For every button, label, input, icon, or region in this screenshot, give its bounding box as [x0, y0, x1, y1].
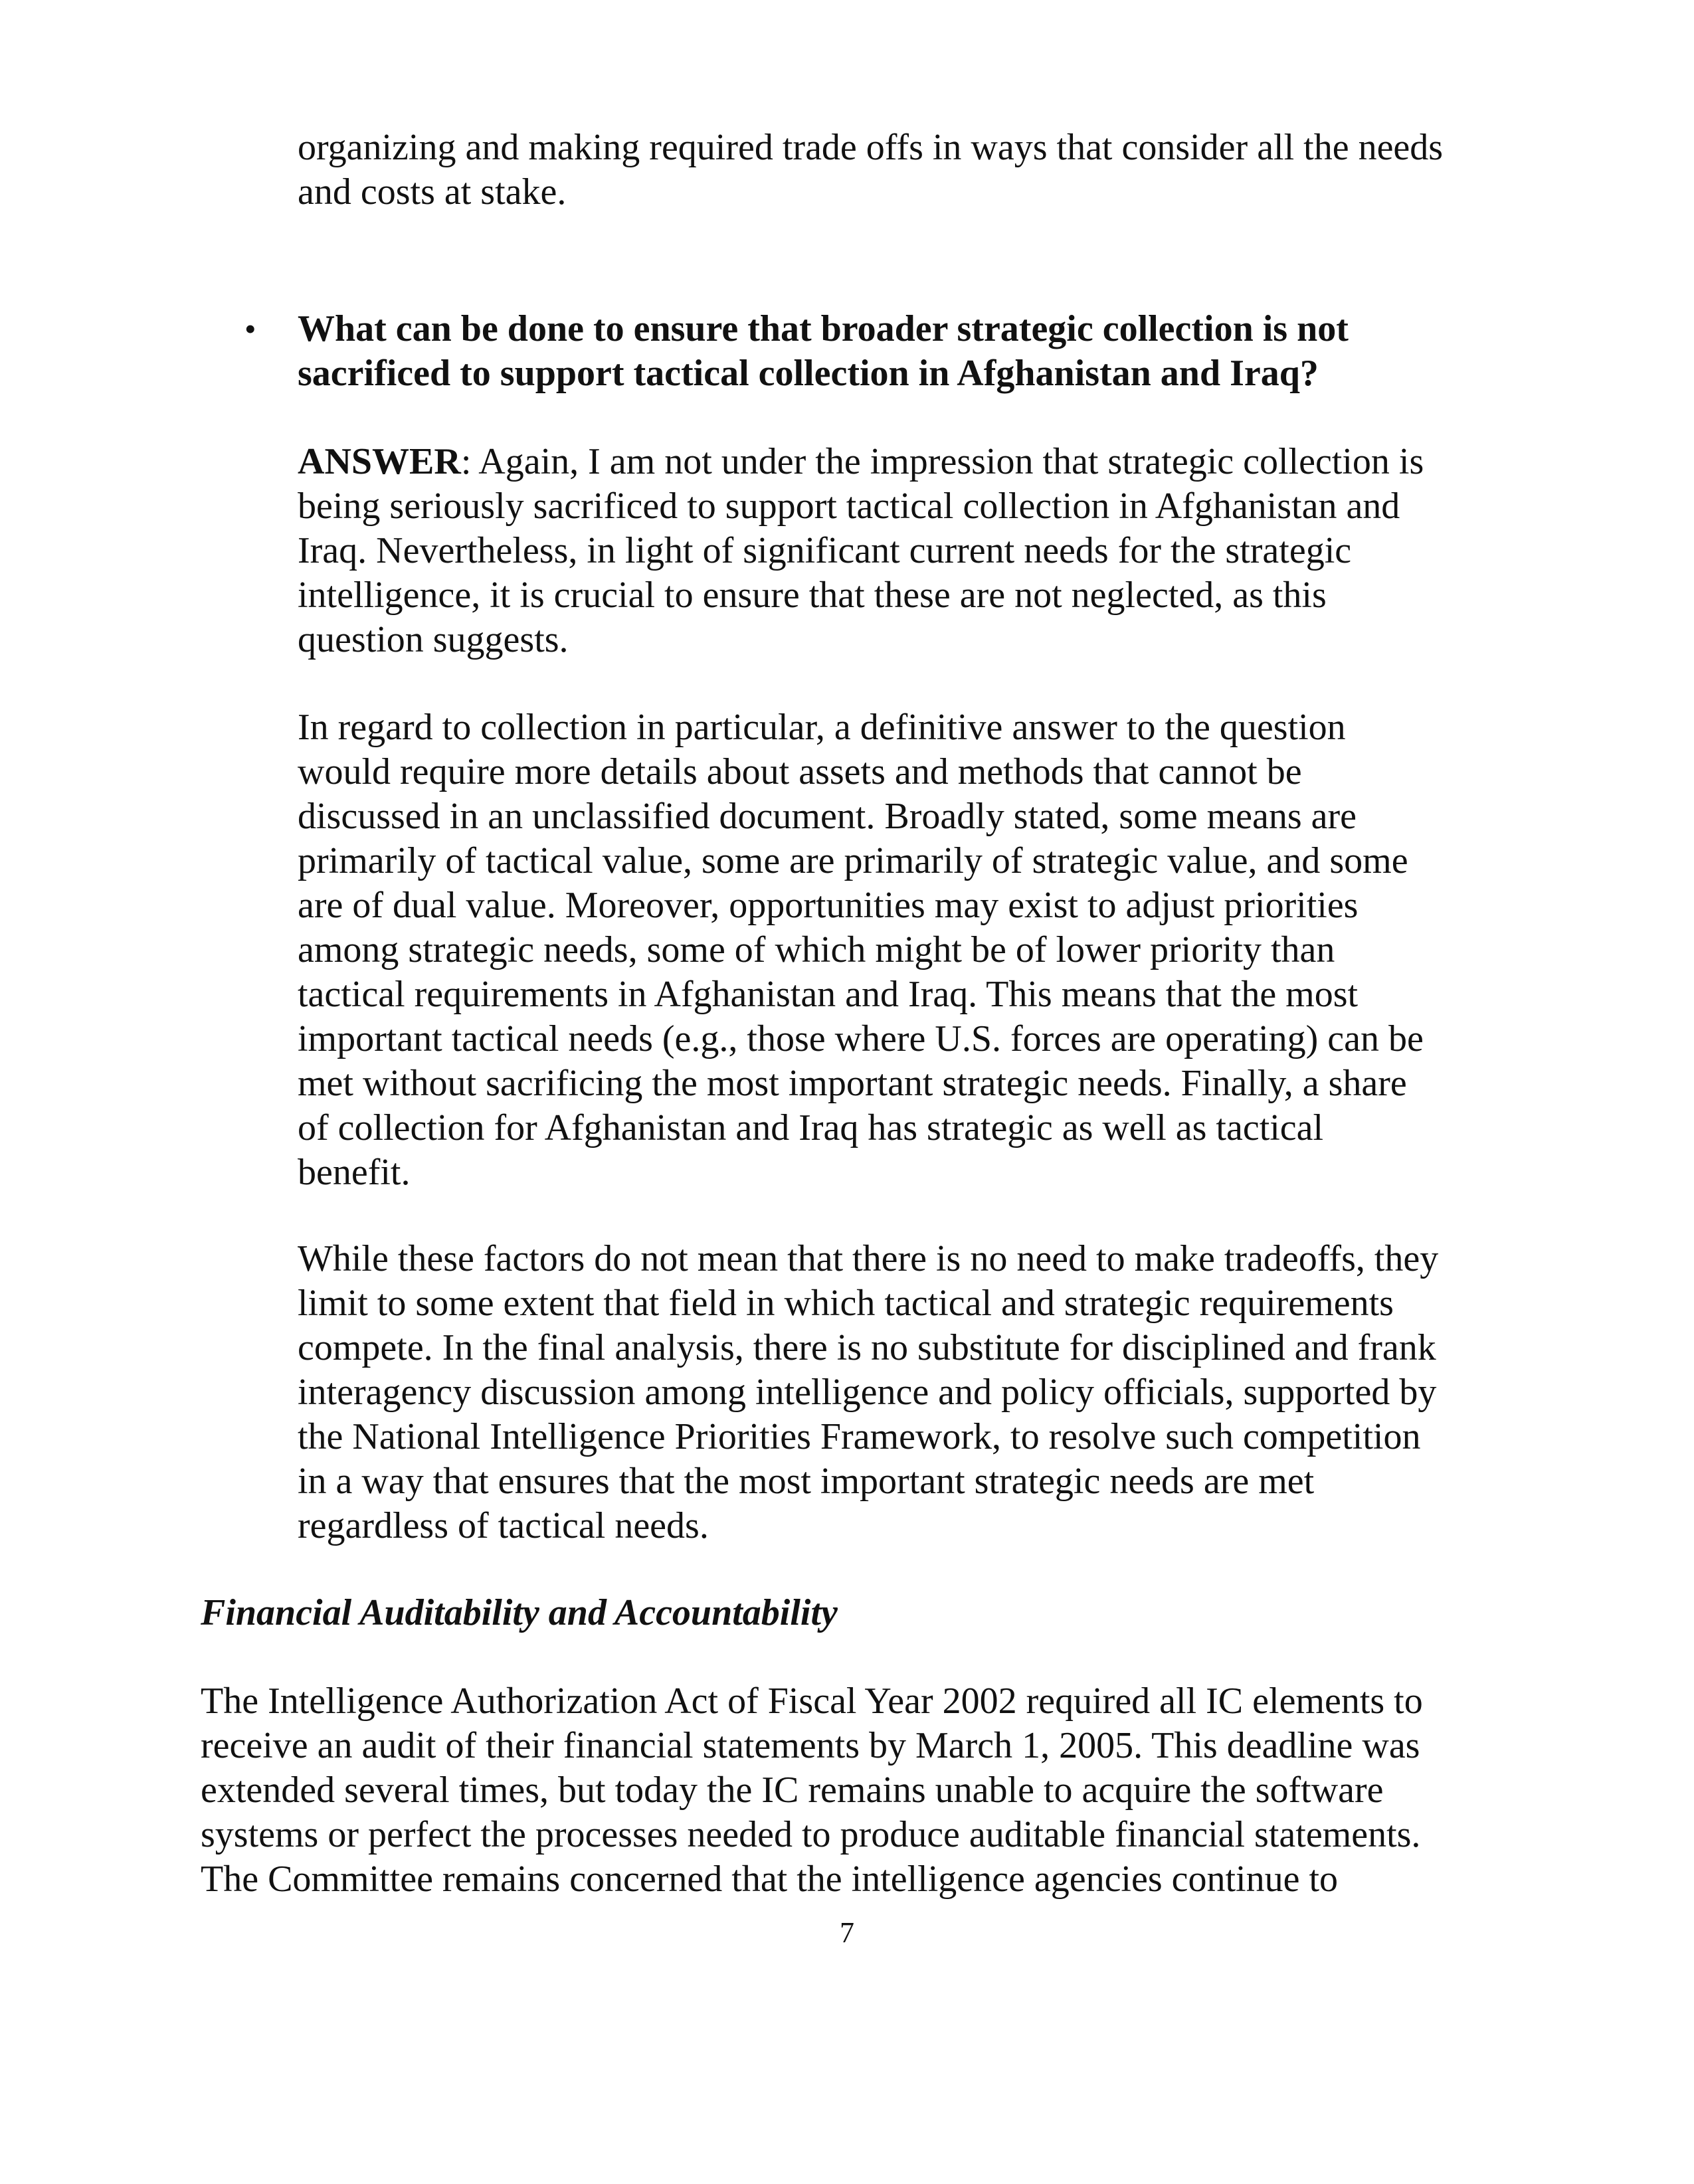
answer-line: question suggests.: [298, 619, 569, 660]
text-line: extended several times, but today the IC remains unable to acquire the software: [201, 1770, 1384, 1811]
text-line: important tactical needs (e.g., those where U.S. forces are operating) can be: [298, 1018, 1424, 1059]
text-line: systems or perfect the processes needed to produce auditable financial statements.: [201, 1814, 1421, 1855]
text-line: compete. In the final analysis, there is no substitute for disciplined and frank: [298, 1327, 1436, 1368]
paragraph-tradeoffs: [298, 1237, 1438, 1548]
text-line: tactical requirements in Afghanistan and Iraq. This means that the most: [298, 974, 1359, 1015]
text-line: the National Intelligence Priorities Framework, to resolve such competition: [298, 1416, 1421, 1457]
text-line: discussed in an unclassified document. Broadly stated, some means are: [298, 796, 1357, 837]
text-line: limit to some extent that field in which tactical and strategic requirements: [298, 1283, 1394, 1324]
answer-label: ANSWER: [298, 441, 461, 482]
text-line: and costs at stake.: [298, 171, 567, 213]
text-line: While these factors do not mean that there is no need to make tradeoffs, they: [298, 1238, 1439, 1279]
answer-line: Iraq. Nevertheless, in light of significant current needs for the strategic: [298, 530, 1352, 571]
paragraph-collection: [298, 705, 1424, 1195]
text-line: regardless of tactical needs.: [298, 1505, 709, 1546]
text-line: in a way that ensures that the most important strategic needs are met: [298, 1461, 1315, 1502]
answer-paragraph: [298, 440, 1424, 662]
section-paragraph: [201, 1679, 1423, 1902]
text-line: among strategic needs, some of which might be of lower priority than: [298, 929, 1335, 970]
text-line: receive an audit of their financial statements by March 1, 2005. This deadline was: [201, 1725, 1420, 1766]
answer-line: : Again, I am not under the impression that strategic collection is: [460, 441, 1424, 482]
text-line: met without sacrificing the most important strategic needs. Finally, a share: [298, 1063, 1407, 1104]
bullet-icon: •: [244, 310, 256, 347]
answer-line: being seriously sacrificed to support tactical collection in Afghanistan and: [298, 486, 1400, 527]
text-line: primarily of tactical value, some are primarily of strategic value, and some: [298, 840, 1408, 881]
text-line: What can be done to ensure that broader strategic collection is not: [298, 308, 1349, 349]
text-line: interagency discussion among intelligence and policy officials, supported by: [298, 1372, 1437, 1413]
text-line: The Intelligence Authorization Act of Fiscal Year 2002 required all IC elements to: [201, 1681, 1423, 1722]
question-text: [298, 307, 1349, 396]
answer-line: intelligence, it is crucial to ensure that these are not neglected, as this: [298, 575, 1327, 616]
text-line: The Committee remains concerned that the intelligence agencies continue to: [201, 1859, 1339, 1900]
page-number: 7: [840, 1916, 854, 1949]
text-line: would require more details about assets and methods that cannot be: [298, 751, 1302, 792]
text-line: In regard to collection in particular, a definitive answer to the question: [298, 707, 1346, 748]
section-heading: Financial Auditability and Accountability: [201, 1592, 838, 1633]
answer-first-line: [298, 440, 1424, 484]
text-line: sacrificed to support tactical collection in Afghanistan and Iraq?: [298, 353, 1319, 394]
text-line: of collection for Afghanistan and Iraq has strategic as well as tactical: [298, 1107, 1324, 1148]
text-line: benefit.: [298, 1152, 411, 1193]
text-line: organizing and making required trade offs in ways that consider all the needs: [298, 127, 1444, 168]
text-line: are of dual value. Moreover, opportunities may exist to adjust priorities: [298, 885, 1359, 926]
intro-paragraph: [298, 126, 1443, 215]
